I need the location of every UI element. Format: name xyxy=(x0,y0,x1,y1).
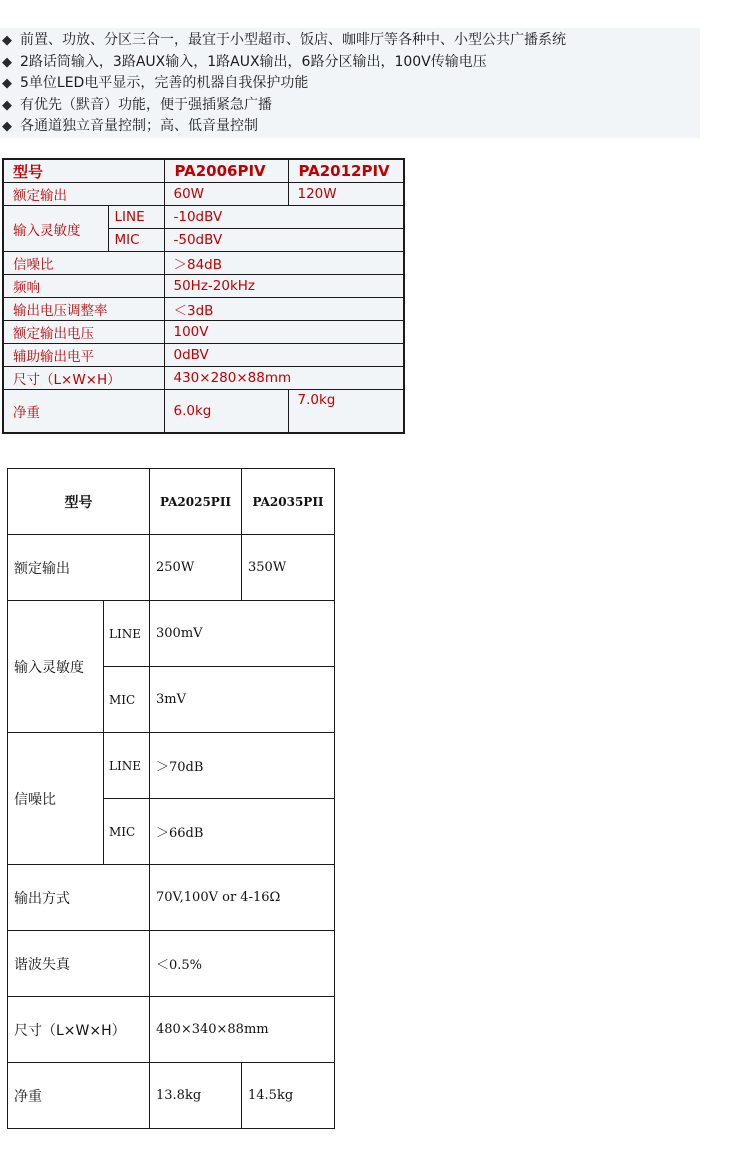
cell-value: 250W xyxy=(150,535,242,601)
table-row xyxy=(3,344,404,367)
sub-label: LINE xyxy=(104,733,150,799)
table-row xyxy=(3,252,404,275)
cell-value: 120W xyxy=(288,183,404,206)
table-row xyxy=(8,601,335,667)
table-row xyxy=(8,535,335,601)
cell-value: ＜0.5% xyxy=(150,931,335,997)
cell-value: 60W xyxy=(164,183,288,206)
feature-text: 2路话筒输入，3路AUX输入，1路AUX输出，6路分区输出，100V传输电压 xyxy=(20,53,487,70)
table-row xyxy=(3,275,404,298)
cell-value: 480×340×88mm xyxy=(150,997,335,1063)
row-label: 输入灵敏度 xyxy=(8,601,104,733)
sub-label: LINE xyxy=(104,601,150,667)
cell-value: 350W xyxy=(242,535,335,601)
cell-value: 3mV xyxy=(150,667,335,733)
cell-value: ＞66dB xyxy=(150,799,335,865)
table-row xyxy=(3,159,404,183)
table-row xyxy=(3,206,404,229)
cell-value: 300mV xyxy=(150,601,335,667)
cell-value: ＞70dB xyxy=(150,733,335,799)
table-row xyxy=(8,931,335,997)
diamond-bullet-icon: ◆ xyxy=(2,76,12,91)
table-row xyxy=(3,367,404,390)
sub-label: MIC xyxy=(104,799,150,865)
header-label: 型号 xyxy=(8,469,150,535)
sub-label: LINE xyxy=(108,206,164,229)
row-label: 尺寸（L×W×H） xyxy=(3,367,164,390)
header-label: 型号 xyxy=(3,159,164,183)
cell-value: 430×280×88mm xyxy=(164,367,404,390)
row-label: 频响 xyxy=(3,275,164,298)
cell-value: 14.5kg xyxy=(242,1063,335,1129)
cell-value: 13.8kg xyxy=(150,1063,242,1129)
model-name: PA2035PII xyxy=(242,469,335,535)
model-name: PA2025PII xyxy=(150,469,242,535)
table-row xyxy=(8,1063,335,1129)
cell-value: 70V,100V or 4-16Ω xyxy=(150,865,335,931)
row-label: 辅助输出电平 xyxy=(3,344,164,367)
feature-item xyxy=(2,95,700,117)
cell-value: -50dBV xyxy=(164,229,404,252)
table-row xyxy=(8,469,335,535)
row-label: 输出电压调整率 xyxy=(3,298,164,321)
row-label: 净重 xyxy=(3,390,164,434)
feature-item xyxy=(2,52,700,74)
diamond-bullet-icon: ◆ xyxy=(2,97,12,113)
diamond-bullet-icon: ◆ xyxy=(2,119,12,134)
sub-label: MIC xyxy=(108,229,164,252)
cell-value: -10dBV xyxy=(164,206,404,229)
table-row xyxy=(3,298,404,321)
sub-label: MIC xyxy=(104,667,150,733)
row-label: 输入灵敏度 xyxy=(3,206,108,252)
row-label: 净重 xyxy=(8,1063,150,1129)
feature-text: 前置、功放、分区三合一，最宜于小型超市、饭店、咖啡厅等各种中、小型公共广播系统 xyxy=(20,32,566,48)
row-label: 输出方式 xyxy=(8,865,150,931)
cell-value: 100V xyxy=(164,321,404,344)
cell-value: 6.0kg xyxy=(164,390,288,434)
cell-value: ＞84dB xyxy=(164,252,404,275)
row-label: 尺寸（L×W×H） xyxy=(8,997,150,1063)
model-name: PA2006PIV xyxy=(164,159,288,183)
cell-value: 0dBV xyxy=(164,344,404,367)
table-row xyxy=(8,997,335,1063)
spec-table-pa2025 xyxy=(7,468,335,1129)
row-label: 额定输出 xyxy=(8,535,150,601)
table-row xyxy=(8,733,335,799)
row-label: 额定输出 xyxy=(3,183,164,206)
row-label: 谐波失真 xyxy=(8,931,150,997)
cell-value: 50Hz-20kHz xyxy=(164,275,404,298)
row-label: 信噪比 xyxy=(8,733,104,865)
feature-text: 有优先（默音）功能，便于强插紧急广播 xyxy=(20,96,272,113)
table-row xyxy=(8,865,335,931)
feature-text: 各通道独立音量控制；高、低音量控制 xyxy=(20,118,258,134)
table-row xyxy=(3,321,404,344)
cell-value: ＜3dB xyxy=(164,298,404,321)
row-label: 信噪比 xyxy=(3,252,164,275)
table-row xyxy=(3,183,404,206)
cell-value: 7.0kg xyxy=(288,390,404,434)
diamond-bullet-icon: ◆ xyxy=(2,54,12,70)
model-name: PA2012PIV xyxy=(288,159,404,183)
feature-item xyxy=(2,73,700,95)
spec-table-pa2006 xyxy=(2,158,405,434)
diamond-bullet-icon: ◆ xyxy=(2,33,12,48)
features-list xyxy=(0,28,700,138)
table-row xyxy=(3,390,404,434)
row-label: 额定输出电压 xyxy=(3,321,164,344)
feature-item xyxy=(2,116,700,138)
feature-item xyxy=(2,30,700,52)
feature-text: 5单位LED电平显示，完善的机器自我保护功能 xyxy=(20,75,309,91)
